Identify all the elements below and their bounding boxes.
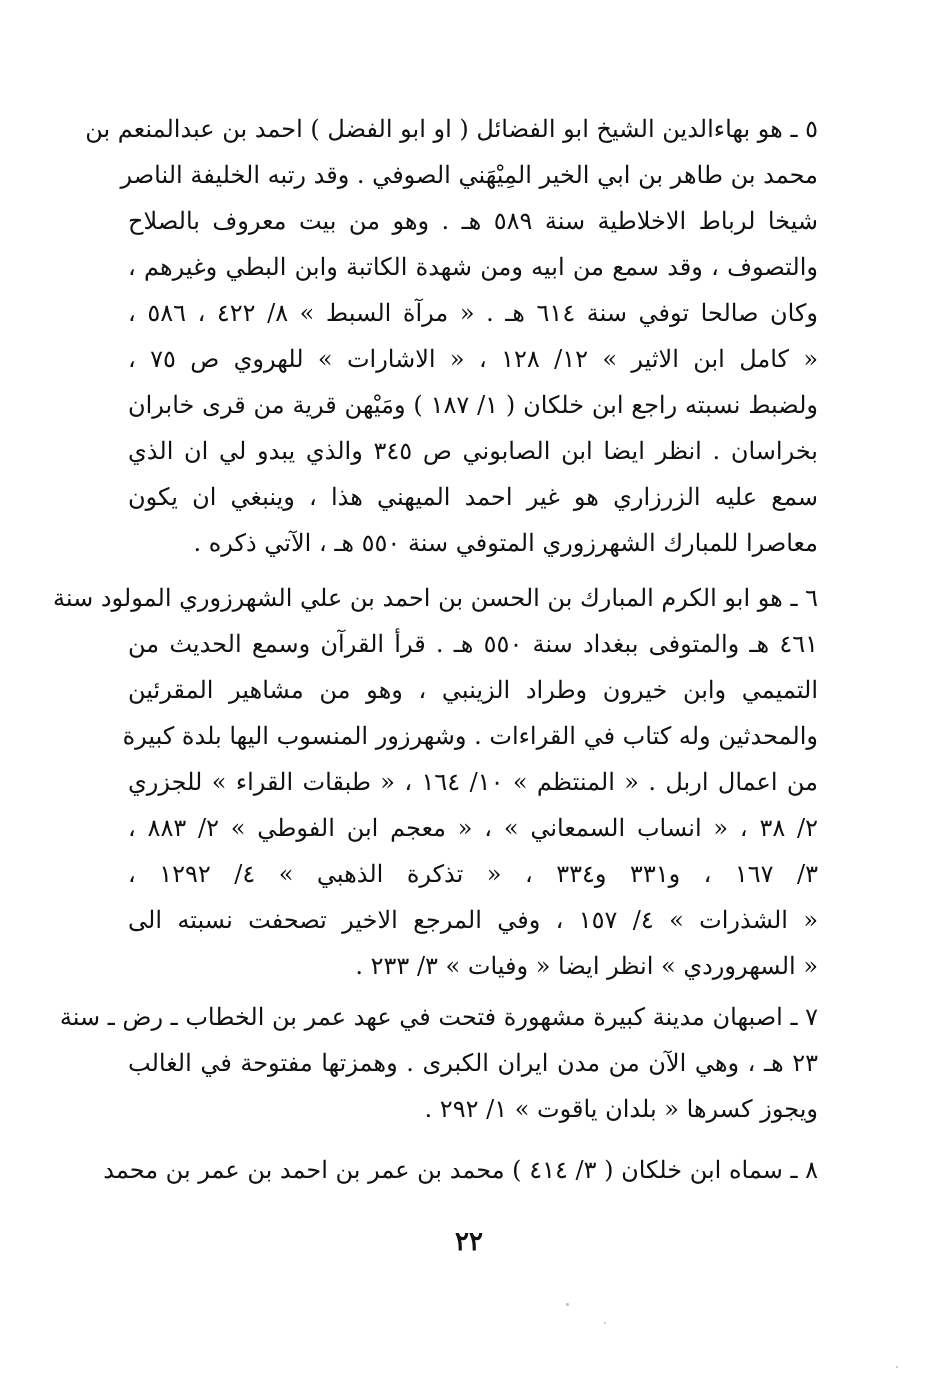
footnote-8 [103, 1147, 818, 1193]
footnote-line: « كامل ابن الاثير » ١٢/ ١٢٨ ، « الاشارات » للهروي ص ٧٥ ، [128, 345, 819, 373]
footnote-line: ٨ ـ سماه ابن خلكان ( ٣/ ٤١٤ ) محمد بن عمر بن احمد بن عمر بن محمد [103, 1156, 818, 1184]
footnote-line: « السهروردي » انظر ايضا « وفيات » ٣/ ٢٣٣ . [355, 952, 818, 980]
scan-speck [604, 1322, 606, 1324]
scan-speck [896, 1366, 898, 1368]
scan-speck [566, 1303, 569, 1306]
footnote-line: سمع عليه الزرزاري هو غير احمد الميهني هذا ، وينبغي ان يكون [128, 483, 818, 511]
footnote-line: ٧ ـ اصبهان مدينة كبيرة مشهورة فتحت في عهد عمر بن الخطاب ـ رض ـ سنة [59, 1003, 818, 1031]
footnote-line: محمد بن طاهر بن ابي الخير المِيْهَني الصوفي . وقد رتبه الخليفة الناصر [120, 161, 818, 189]
footnote-line: وكان صالحا توفي سنة ٦١٤ هـ . « مرآة السبط » ٨/ ٤٢٢ ، ٥٨٦ ، [128, 299, 819, 327]
footnote-line: ويجوز كسرها « بلدان ياقوت » ١/ ٢٩٢ . [424, 1095, 818, 1123]
page-number: ٢٢ [455, 1227, 483, 1257]
footnote-line: ٣/ ١٦٧ ، و٣٣١ و٣٣٤ ، « تذكرة الذهبي » ٤/ ١٢٩٢ ، [128, 860, 818, 888]
footnote-6 [52, 575, 819, 989]
footnote-line: من اعمال اربل . « المنتظم » ١٠/ ١٦٤ ، « طبقات القراء » للجزري [128, 768, 819, 796]
footnote-line: والتصوف ، وقد سمع من ابيه ومن شهدة الكاتبة وابن البطي وغيرهم ، [128, 253, 818, 281]
footnote-7 [59, 994, 818, 1132]
footnote-line: شيخا لرباط الاخلاطية سنة ٥٨٩ هـ . وهو من بيت معروف بالصلاح [128, 207, 818, 235]
footnote-line: ٢/ ٣٨ ، « انساب السمعاني » ، « معجم ابن الفوطي » ٢/ ٨٨٣ ، [128, 814, 819, 842]
footnote-line: ٦ ـ هو ابو الكرم المبارك بن الحسن بن احمد بن علي الشهرزوري المولود سنة [52, 584, 818, 612]
footnote-line: ٥ ـ هو بهاءالدين الشيخ ابو الفضائل ( او ابو الفضل ) احمد بن عبدالمنعم بن [85, 115, 818, 143]
footnote-line: ٢٣ هـ ، وهي الآن من مدن ايران الكبرى . وهمزتها مفتوحة في الغالب [128, 1049, 818, 1077]
footnote-line: التميمي وابن خيرون وطراد الزينبي ، وهو من مشاهير المقرئين [128, 676, 818, 704]
footnote-line: ولضبط نسبته راجع ابن خلكان ( ١/ ١٨٧ ) ومَيْهن قرية من قرى خابران [128, 391, 819, 419]
footnote-line: والمحدثين وله كتاب في القراءات . وشهرزور المنسوب اليها بلدة كبيرة [122, 722, 818, 750]
footnote-line: ٤٦١ هـ والمتوفى ببغداد سنة ٥٥٠ هـ . قرأ القرآن وسمع الحديث من [128, 630, 818, 658]
footnote-line: معاصرا للمبارك الشهرزوري المتوفي سنة ٥٥٠ هـ ، الآتي ذكره . [193, 529, 818, 557]
footnote-line: بخراسان . انظر ايضا ابن الصابوني ص ٣٤٥ والذي يبدو لي ان الذي [128, 437, 818, 465]
footnote-line: « الشذرات » ٤/ ١٥٧ ، وفي المرجع الاخير تصحفت نسبته الى [128, 906, 818, 934]
footnote-5 [85, 106, 819, 566]
